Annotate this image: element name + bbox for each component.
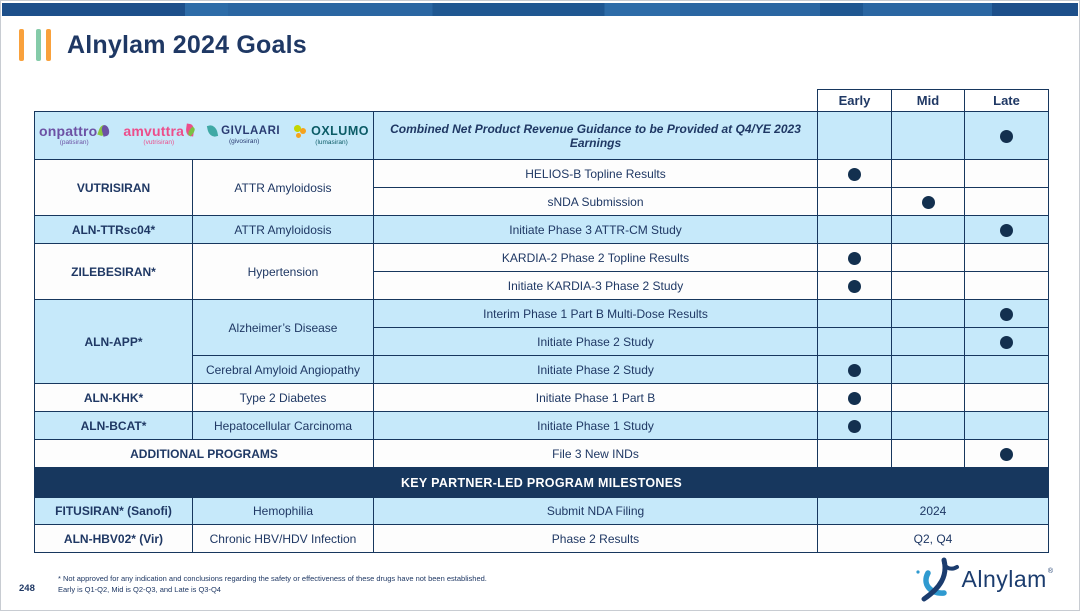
timing-text-cell: 2024	[818, 498, 1049, 525]
timing-cell-mid	[892, 356, 965, 384]
table-row	[35, 440, 1049, 468]
onpattro-leaf-icon	[99, 125, 109, 138]
milestone-dot	[848, 280, 861, 293]
milestone-cell: sNDA Submission	[374, 188, 818, 216]
milestone-dot	[1000, 448, 1013, 461]
indication-cell: Hepatocellular Carcinoma	[193, 412, 374, 440]
table-row	[35, 300, 1049, 328]
timing-header-row	[35, 90, 1049, 112]
timing-cell-early	[818, 356, 892, 384]
timing-cell-mid	[892, 160, 965, 188]
onpattro-wordmark: onpattro	[39, 123, 98, 140]
onpattro-generic: (patisiran)	[59, 139, 89, 147]
indication-cell: Alzheimer’s Disease	[193, 300, 374, 356]
footnotes	[58, 573, 487, 595]
table-row	[35, 384, 1049, 412]
alnylam-wordmark: Alnylam	[961, 565, 1047, 592]
footnote-approval: * Not approved for any indication and conclusions regarding the safety or effectiveness of these drugs have not been established.	[58, 574, 487, 583]
timing-cell-late	[965, 160, 1049, 188]
milestone-cell: Interim Phase 1 Part B Multi-Dose Results	[374, 300, 818, 328]
timing-cell-late	[965, 188, 1049, 216]
amvuttra-generic: (vutrisiran)	[143, 139, 175, 147]
timing-cell-early	[818, 244, 892, 272]
timing-cell-mid	[892, 244, 965, 272]
givlaari-wordmark: GIVLAARI	[221, 124, 281, 137]
milestone-dot	[848, 168, 861, 181]
timing-cell-early	[818, 112, 892, 160]
milestone-dot	[1000, 336, 1013, 349]
title-row	[19, 29, 307, 61]
givlaari-generic: (givosiran)	[228, 138, 260, 146]
timing-cell-mid	[892, 412, 965, 440]
timing-cell-mid	[892, 328, 965, 356]
timing-cell-early	[818, 412, 892, 440]
table-row	[35, 525, 1049, 553]
milestone-cell: File 3 New INDs	[374, 440, 818, 468]
milestone-dot	[848, 364, 861, 377]
page-number: 248	[19, 583, 35, 594]
goals-table	[34, 89, 1049, 553]
indication-cell: Chronic HBV/HDV Infection	[193, 525, 374, 553]
registered-mark: ®	[1047, 567, 1053, 575]
milestone-dot	[1000, 308, 1013, 321]
milestone-cell: Initiate Phase 3 ATTR-CM Study	[374, 216, 818, 244]
footnote-timing-definition: Early is Q1-Q2, Mid is Q2-Q3, and Late is Q3-Q4	[58, 585, 221, 594]
timing-cell-late	[965, 300, 1049, 328]
milestone-dot	[848, 252, 861, 265]
milestone-cell: Initiate Phase 1 Study	[374, 412, 818, 440]
milestone-cell: Submit NDA Filing	[374, 498, 818, 525]
timing-cell-early	[818, 272, 892, 300]
revenue-row	[35, 112, 1049, 160]
milestone-dot	[922, 196, 935, 209]
milestone-cell: Combined Net Product Revenue Guidance to be Provided at Q4/YE 2023 Earnings	[374, 112, 818, 160]
milestone-dot	[1000, 130, 1013, 143]
table-row	[35, 216, 1049, 244]
partner-band-label: KEY PARTNER-LED PROGRAM MILESTONES	[35, 468, 1049, 498]
milestone-cell: Initiate Phase 1 Part B	[374, 384, 818, 412]
table-row	[35, 412, 1049, 440]
timing-cell-early	[818, 440, 892, 468]
title-mark-orange-1	[19, 29, 24, 61]
program-cell: ZILEBESIRAN*	[35, 244, 193, 300]
timing-cell-late	[965, 412, 1049, 440]
alnylam-swoosh-icon	[914, 556, 962, 602]
table-row	[35, 244, 1049, 272]
timing-cell-late	[965, 356, 1049, 384]
amvuttra-ribbon-icon	[186, 124, 194, 138]
program-cell: VUTRISIRAN	[35, 160, 193, 216]
timing-text-cell: Q2, Q4	[818, 525, 1049, 553]
milestone-dot	[1000, 224, 1013, 237]
program-cell: FITUSIRAN* (Sanofi)	[35, 498, 193, 525]
timing-cell-early	[818, 216, 892, 244]
oxlumo-generic: (lumasiran)	[315, 138, 348, 146]
oxlumo-wordmark: OXLUMO	[311, 124, 369, 138]
milestone-dot	[848, 392, 861, 405]
timing-cell-late	[965, 328, 1049, 356]
title-mark-orange-2	[46, 29, 51, 61]
timing-cell-late	[965, 244, 1049, 272]
timing-cell-early	[818, 188, 892, 216]
timing-header-mid: Mid	[892, 90, 965, 112]
indication-cell: Cerebral Amyloid Angiopathy	[193, 356, 374, 384]
milestone-cell: KARDIA-2 Phase 2 Topline Results	[374, 244, 818, 272]
timing-cell-late	[965, 384, 1049, 412]
indication-cell: Hemophilia	[193, 498, 374, 525]
timing-cell-mid	[892, 384, 965, 412]
givlaari-leaf-icon	[207, 124, 218, 138]
program-cell: ADDITIONAL PROGRAMS	[35, 440, 374, 468]
table-row	[35, 498, 1049, 525]
program-cell: ALN-BCAT*	[35, 412, 193, 440]
title-mark-green	[36, 29, 41, 61]
timing-cell-early	[818, 160, 892, 188]
indication-cell: Hypertension	[193, 244, 374, 300]
indication-cell: ATTR Amyloidosis	[193, 216, 374, 244]
timing-header-late: Late	[965, 90, 1049, 112]
oxlumo-logo	[294, 125, 369, 147]
amvuttra-wordmark: amvuttra	[123, 123, 185, 140]
givlaari-logo	[208, 125, 280, 146]
milestone-cell: Initiate KARDIA-3 Phase 2 Study	[374, 272, 818, 300]
top-accent-bar	[2, 3, 1078, 16]
timing-cell-mid	[892, 216, 965, 244]
milestone-cell: Phase 2 Results	[374, 525, 818, 553]
timing-cell-mid	[892, 440, 965, 468]
onpattro-logo	[39, 124, 109, 147]
program-cell: ALN-APP*	[35, 300, 193, 384]
timing-cell-mid	[892, 300, 965, 328]
timing-header-early: Early	[818, 90, 892, 112]
timing-cell-early	[818, 300, 892, 328]
alnylam-logo	[914, 556, 1053, 602]
timing-cell-mid	[892, 112, 965, 160]
oxlumo-cluster-icon	[294, 125, 307, 138]
milestone-cell: Initiate Phase 2 Study	[374, 328, 818, 356]
timing-cell-mid	[892, 272, 965, 300]
milestone-cell: HELIOS-B Topline Results	[374, 160, 818, 188]
indication-cell: Type 2 Diabetes	[193, 384, 374, 412]
indication-cell: ATTR Amyloidosis	[193, 160, 374, 216]
milestone-dot	[848, 420, 861, 433]
timing-cell-late	[965, 216, 1049, 244]
product-logos-cell	[35, 112, 374, 160]
program-cell: ALN-HBV02* (Vir)	[35, 525, 193, 553]
partner-band-row	[35, 468, 1049, 498]
header-spacer	[35, 90, 818, 112]
page-title: Alnylam 2024 Goals	[67, 30, 307, 59]
timing-cell-late	[965, 440, 1049, 468]
amvuttra-logo	[123, 124, 194, 147]
table-row	[35, 160, 1049, 188]
timing-cell-late	[965, 272, 1049, 300]
program-cell: ALN-KHK*	[35, 384, 193, 412]
milestone-cell: Initiate Phase 2 Study	[374, 356, 818, 384]
timing-cell-early	[818, 384, 892, 412]
timing-cell-mid	[892, 188, 965, 216]
timing-cell-early	[818, 328, 892, 356]
program-cell: ALN-TTRsc04*	[35, 216, 193, 244]
timing-cell-late	[965, 112, 1049, 160]
